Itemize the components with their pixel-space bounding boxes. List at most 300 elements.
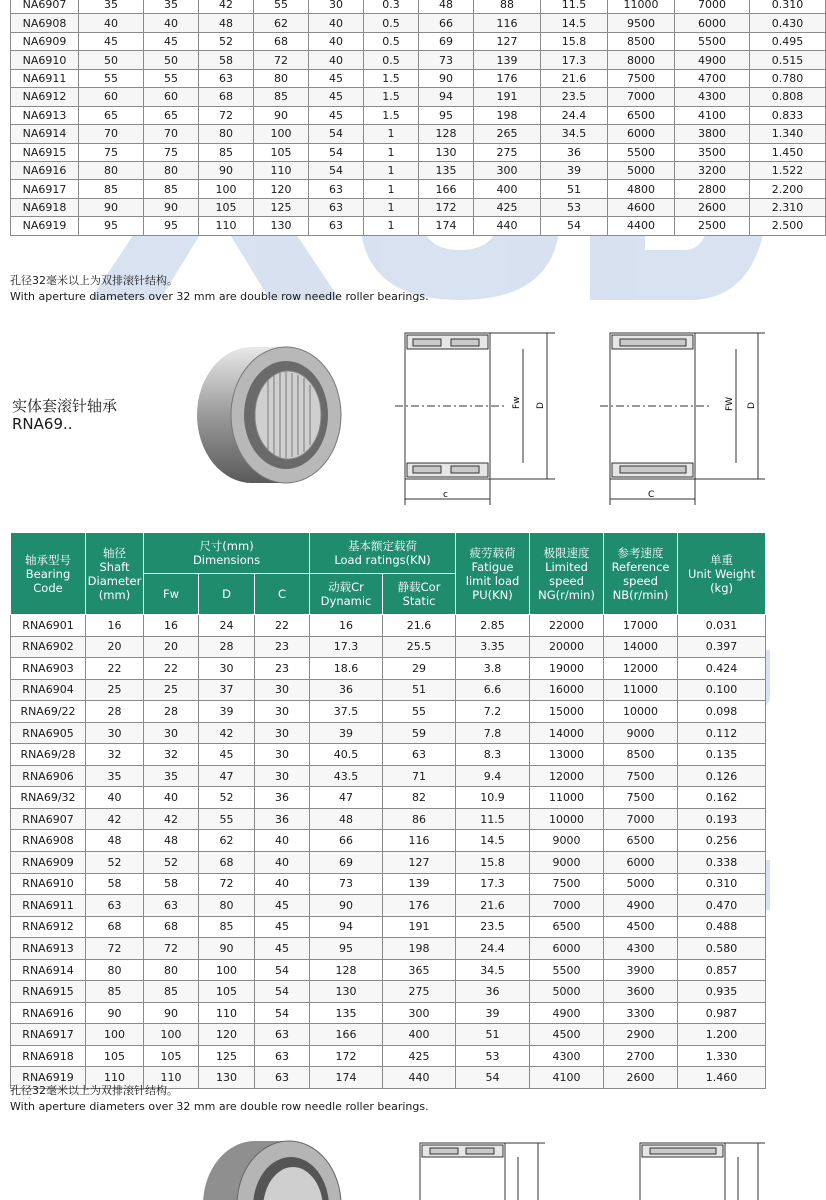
- note1-en: With aperture diameters over 32 mm are double row needle roller bearings.: [10, 290, 429, 303]
- col-limited-speed: 极限速度 Limited speed NG(r/min): [530, 533, 604, 615]
- na69-row: [11, 217, 826, 235]
- rna69-cell: 66: [310, 830, 383, 852]
- na69-cell: 8500: [608, 32, 675, 50]
- na69-cell: NA6918: [11, 198, 79, 216]
- na69-cell: 45: [309, 69, 364, 87]
- rna69-cell: 51: [383, 679, 456, 701]
- na69-cell: 54: [309, 161, 364, 179]
- rna69-cell: 63: [144, 895, 199, 917]
- rna69-cell: 37: [199, 679, 255, 701]
- na69-cell: 40: [144, 14, 199, 32]
- rna69-cell: 166: [310, 1024, 383, 1046]
- rna69-cell: 86: [383, 808, 456, 830]
- na69-cell: 400: [474, 180, 541, 198]
- na69-cell: 40: [309, 51, 364, 69]
- na69-cell: 2600: [675, 198, 750, 216]
- rna69-cell: 105: [199, 981, 255, 1003]
- rna69-cell: 48: [144, 830, 199, 852]
- na69-cell: 5000: [608, 161, 675, 179]
- dim-c-label: c: [443, 490, 448, 500]
- na69-row: [11, 32, 826, 50]
- rna69-cell: RNA6903: [11, 658, 86, 680]
- rna69-cell: 10.9: [456, 787, 530, 809]
- rna69-cell: 100: [199, 959, 255, 981]
- rna69-cell: 1.330: [678, 1045, 766, 1067]
- rna69-cell: 16: [310, 615, 383, 637]
- rna69-cell: 128: [310, 959, 383, 981]
- rna69-cell: 54: [255, 959, 310, 981]
- rna69-cell: 45: [255, 916, 310, 938]
- rna69-cell: 14000: [604, 636, 678, 658]
- rna69-cell: RNA69/28: [11, 744, 86, 766]
- na69-cell: 55: [144, 69, 199, 87]
- na69-cell: 275: [474, 143, 541, 161]
- na69-cell: 4300: [675, 88, 750, 106]
- rna69-cell: 30: [86, 722, 144, 744]
- rna69-table-header: [11, 533, 766, 615]
- col-load-ratings: 基本额定载荷 Load ratings(KN): [310, 533, 456, 574]
- rna69-cell: 400: [383, 1024, 456, 1046]
- rna69-cell: 0.112: [678, 722, 766, 744]
- rna69-cell: 4900: [604, 895, 678, 917]
- rna69-cell: 53: [456, 1045, 530, 1067]
- na69-cell: 70: [79, 125, 144, 143]
- rna69-row: [11, 916, 766, 938]
- rna69-cell: 1.460: [678, 1067, 766, 1089]
- dim-c2-label: C: [648, 490, 655, 500]
- na69-cell: 69: [419, 32, 474, 50]
- rna69-cell: 3.35: [456, 636, 530, 658]
- rna69-row: [11, 1045, 766, 1067]
- rna69-row: [11, 895, 766, 917]
- rna69-row: [11, 658, 766, 680]
- rna69-cell: 17.3: [310, 636, 383, 658]
- rna69-cell: 40: [255, 873, 310, 895]
- na69-cell: 125: [254, 198, 309, 216]
- rna69-cell: 9000: [604, 722, 678, 744]
- col-bearing-code: 轴承型号 Bearing Code: [11, 533, 86, 615]
- na69-cell: 90: [199, 161, 254, 179]
- rna69-cell: 120: [199, 1024, 255, 1046]
- na69-cell: NA6917: [11, 180, 79, 198]
- note2-en: With aperture diameters over 32 mm are double row needle roller bearings.: [10, 1100, 429, 1113]
- na69-cell: 53: [541, 198, 608, 216]
- rna69-cell: 95: [310, 938, 383, 960]
- na69-cell: 80: [79, 161, 144, 179]
- rna69-cell: 7.8: [456, 722, 530, 744]
- na69-cell: 2.310: [750, 198, 826, 216]
- rna69-cell: RNA6905: [11, 722, 86, 744]
- col-dimensions: 尺寸(mm) Dimensions: [144, 533, 310, 574]
- na69-cell: NA6911: [11, 69, 79, 87]
- rna69-cell: 47: [310, 787, 383, 809]
- na69-cell: 45: [144, 32, 199, 50]
- na69-cell: 21.6: [541, 69, 608, 87]
- rna69-cell: RNA6915: [11, 981, 86, 1003]
- rna69-cell: 85: [144, 981, 199, 1003]
- rna69-cell: 51: [456, 1024, 530, 1046]
- na69-cell: 120: [254, 180, 309, 198]
- rna69-table: [10, 532, 766, 1089]
- na69-cell: 3500: [675, 143, 750, 161]
- na69-cell: 65: [144, 106, 199, 124]
- rna69-cell: 3300: [604, 1002, 678, 1024]
- rna69-cell: 68: [199, 852, 255, 874]
- na69-cell: 88: [474, 0, 541, 14]
- rna69-cell: 22: [144, 658, 199, 680]
- rna69-cell: 15000: [530, 701, 604, 723]
- rna69-cell: 425: [383, 1045, 456, 1067]
- rna69-cell: 4300: [530, 1045, 604, 1067]
- rna69-cell: 90: [310, 895, 383, 917]
- rna69-cell: RNA6919: [11, 1067, 86, 1089]
- rna69-cell: 0.397: [678, 636, 766, 658]
- na69-cell: 90: [419, 69, 474, 87]
- rna69-cell: 63: [86, 895, 144, 917]
- rna69-row: [11, 787, 766, 809]
- rna69-cell: 6000: [530, 938, 604, 960]
- rna69-cell: 125: [199, 1045, 255, 1067]
- rna69-cell: RNA6912: [11, 916, 86, 938]
- rna69-cell: 0.256: [678, 830, 766, 852]
- na69-cell: 4100: [675, 106, 750, 124]
- na69-cell: 51: [541, 180, 608, 198]
- rna69-cell: 130: [199, 1067, 255, 1089]
- rna69-cell: 127: [383, 852, 456, 874]
- na69-cell: 35: [144, 0, 199, 14]
- col-unit-weight: 单重 Unit Weight (kg): [678, 533, 766, 615]
- bearing-section-diagram-2: [600, 325, 770, 510]
- rna69-cell: 440: [383, 1067, 456, 1089]
- na69-cell: 0.3: [364, 0, 419, 14]
- na69-cell: 3800: [675, 125, 750, 143]
- na69-cell: 34.5: [541, 125, 608, 143]
- rna69-cell: 6.6: [456, 679, 530, 701]
- rna69-cell: 4900: [530, 1002, 604, 1024]
- na69-cell: 5500: [675, 32, 750, 50]
- na69-cell: 40: [79, 14, 144, 32]
- rna69-cell: RNA6901: [11, 615, 86, 637]
- rna69-row: [11, 1002, 766, 1024]
- rna69-cell: RNA6913: [11, 938, 86, 960]
- rna69-cell: 10000: [530, 808, 604, 830]
- rna69-cell: 82: [383, 787, 456, 809]
- rna69-cell: 23: [255, 658, 310, 680]
- na69-row: [11, 180, 826, 198]
- na69-cell: 1.450: [750, 143, 826, 161]
- na69-cell: 40: [309, 32, 364, 50]
- na69-cell: 6000: [608, 125, 675, 143]
- rna69-cell: RNA6909: [11, 852, 86, 874]
- rna69-cell: 105: [86, 1045, 144, 1067]
- rna69-cell: 3600: [604, 981, 678, 1003]
- note1-cn: 孔径32毫米以上为双排滚针结构。: [10, 274, 178, 287]
- rna69-cell: 35: [144, 765, 199, 787]
- rna69-row: [11, 1024, 766, 1046]
- na69-cell: 35: [79, 0, 144, 14]
- na69-cell: 0.780: [750, 69, 826, 87]
- rna69-cell: 7500: [604, 787, 678, 809]
- na69-cell: 75: [144, 143, 199, 161]
- rna69-cell: 0.424: [678, 658, 766, 680]
- na69-cell: 128: [419, 125, 474, 143]
- rna69-cell: 54: [255, 981, 310, 1003]
- product2-title-cn: 实体套滚针轴承: [12, 397, 118, 415]
- rna69-cell: 0.470: [678, 895, 766, 917]
- na69-cell: NA6912: [11, 88, 79, 106]
- rna69-cell: 32: [144, 744, 199, 766]
- na69-cell: 60: [144, 88, 199, 106]
- na69-cell: 85: [79, 180, 144, 198]
- rna69-cell: 90: [144, 1002, 199, 1024]
- rna69-cell: 42: [86, 808, 144, 830]
- rna69-cell: 2.85: [456, 615, 530, 637]
- na69-cell: 45: [79, 32, 144, 50]
- rna69-cell: 34.5: [456, 959, 530, 981]
- rna69-cell: 4500: [530, 1024, 604, 1046]
- na69-row: [11, 51, 826, 69]
- na69-cell: 68: [254, 32, 309, 50]
- col-c: C: [255, 574, 310, 615]
- na69-table: [10, 0, 826, 236]
- na69-cell: 23.5: [541, 88, 608, 106]
- rna69-cell: 5000: [530, 981, 604, 1003]
- na69-cell: 45: [309, 106, 364, 124]
- na69-cell: 7000: [675, 0, 750, 14]
- na69-cell: 73: [419, 51, 474, 69]
- na69-cell: 139: [474, 51, 541, 69]
- rna69-cell: 25: [86, 679, 144, 701]
- rna69-cell: 80: [144, 959, 199, 981]
- na69-cell: 1: [364, 217, 419, 235]
- dim-fw-label: Fw: [512, 396, 522, 409]
- na69-row: [11, 14, 826, 32]
- na69-cell: 110: [199, 217, 254, 235]
- rna69-cell: 43.5: [310, 765, 383, 787]
- na69-cell: 72: [199, 106, 254, 124]
- na69-cell: NA6910: [11, 51, 79, 69]
- col-reference-speed: 参考速度 Reference speed NB(r/min): [604, 533, 678, 615]
- na69-cell: 4900: [675, 51, 750, 69]
- na69-cell: 0.5: [364, 51, 419, 69]
- rna69-cell: 63: [255, 1045, 310, 1067]
- rna69-cell: 45: [255, 938, 310, 960]
- na69-cell: 39: [541, 161, 608, 179]
- dim-d-label: D: [536, 402, 546, 409]
- na69-row: [11, 198, 826, 216]
- na69-cell: 2500: [675, 217, 750, 235]
- rna69-cell: 36: [255, 787, 310, 809]
- rna69-cell: 5000: [604, 873, 678, 895]
- na69-cell: 6000: [675, 14, 750, 32]
- rna69-cell: RNA69/32: [11, 787, 86, 809]
- na69-cell: 80: [254, 69, 309, 87]
- bearing-section-diagram-3: [410, 1135, 550, 1200]
- rna69-cell: RNA69/22: [11, 701, 86, 723]
- na69-cell: 8000: [608, 51, 675, 69]
- na69-cell: 116: [474, 14, 541, 32]
- col-static: 静载Cor Static: [383, 574, 456, 615]
- rna69-cell: 16000: [530, 679, 604, 701]
- rna69-cell: 0.857: [678, 959, 766, 981]
- rna69-row: [11, 959, 766, 981]
- na69-cell: 17.3: [541, 51, 608, 69]
- rna69-cell: 0.126: [678, 765, 766, 787]
- rna69-row: [11, 744, 766, 766]
- rna69-cell: 110: [144, 1067, 199, 1089]
- na69-cell: NA6914: [11, 125, 79, 143]
- rna69-cell: 17000: [604, 615, 678, 637]
- na69-cell: 4800: [608, 180, 675, 198]
- rna69-cell: 17.3: [456, 873, 530, 895]
- rna69-cell: RNA6902: [11, 636, 86, 658]
- rna69-cell: 130: [310, 981, 383, 1003]
- rna69-row: [11, 765, 766, 787]
- rna69-cell: 58: [86, 873, 144, 895]
- rna69-cell: 16: [86, 615, 144, 637]
- col-fatigue-limit: 疲劳载荷 Fatigue limit load PU(KN): [456, 533, 530, 615]
- rna69-cell: 1.200: [678, 1024, 766, 1046]
- rna69-cell: 30: [255, 701, 310, 723]
- rna69-cell: 22: [255, 615, 310, 637]
- rna69-cell: 9000: [530, 830, 604, 852]
- rna69-row: [11, 981, 766, 1003]
- rna69-cell: 90: [199, 938, 255, 960]
- rna69-cell: 198: [383, 938, 456, 960]
- na69-table-body: [11, 0, 826, 235]
- rna69-cell: 3.8: [456, 658, 530, 680]
- rna69-cell: 25: [144, 679, 199, 701]
- rna69-cell: 0.031: [678, 615, 766, 637]
- rna69-cell: 11000: [530, 787, 604, 809]
- na69-cell: 14.5: [541, 14, 608, 32]
- rna69-cell: RNA6916: [11, 1002, 86, 1024]
- rna69-cell: 5500: [530, 959, 604, 981]
- rna69-row: [11, 852, 766, 874]
- rna69-cell: 24: [199, 615, 255, 637]
- rna69-cell: 25.5: [383, 636, 456, 658]
- rna69-cell: 23: [255, 636, 310, 658]
- rna69-cell: 174: [310, 1067, 383, 1089]
- na69-cell: 95: [419, 106, 474, 124]
- na69-cell: 425: [474, 198, 541, 216]
- na69-cell: 5500: [608, 143, 675, 161]
- na69-cell: 58: [199, 51, 254, 69]
- rna69-cell: 6500: [530, 916, 604, 938]
- rna69-cell: 139: [383, 873, 456, 895]
- rna69-cell: 30: [255, 679, 310, 701]
- rna69-cell: 0.935: [678, 981, 766, 1003]
- rna69-cell: 13000: [530, 744, 604, 766]
- na69-cell: 42: [199, 0, 254, 14]
- rna69-cell: 191: [383, 916, 456, 938]
- rna69-cell: RNA6908: [11, 830, 86, 852]
- na69-cell: 85: [144, 180, 199, 198]
- rna69-cell: RNA6914: [11, 959, 86, 981]
- rna69-cell: 42: [144, 808, 199, 830]
- na69-cell: 85: [199, 143, 254, 161]
- rna69-cell: 15.8: [456, 852, 530, 874]
- rna69-cell: 58: [144, 873, 199, 895]
- na69-cell: 0.310: [750, 0, 826, 14]
- rna69-cell: 39: [456, 1002, 530, 1024]
- rna69-cell: 30: [255, 765, 310, 787]
- rna69-cell: 8.3: [456, 744, 530, 766]
- rna69-cell: RNA6906: [11, 765, 86, 787]
- na69-cell: 80: [144, 161, 199, 179]
- na69-cell: 0.430: [750, 14, 826, 32]
- na69-cell: 2.200: [750, 180, 826, 198]
- na69-cell: 1: [364, 161, 419, 179]
- na69-cell: 4700: [675, 69, 750, 87]
- rna69-cell: 90: [86, 1002, 144, 1024]
- na69-cell: 176: [474, 69, 541, 87]
- na69-cell: 40: [309, 14, 364, 32]
- na69-cell: 7000: [608, 88, 675, 106]
- rna69-row: [11, 615, 766, 637]
- na69-cell: NA6919: [11, 217, 79, 235]
- rna69-cell: 30: [144, 722, 199, 744]
- col-fw: Fw: [144, 574, 199, 615]
- rna69-cell: 72: [144, 938, 199, 960]
- rna69-cell: 0.310: [678, 873, 766, 895]
- na69-cell: 9500: [608, 14, 675, 32]
- rna69-cell: 11.5: [456, 808, 530, 830]
- rna69-cell: 20: [144, 636, 199, 658]
- na69-cell: 100: [199, 180, 254, 198]
- rna69-cell: 72: [199, 873, 255, 895]
- rna69-cell: 73: [310, 873, 383, 895]
- na69-cell: 55: [79, 69, 144, 87]
- rna69-cell: 85: [199, 916, 255, 938]
- rna69-cell: 0.580: [678, 938, 766, 960]
- na69-cell: 1.5: [364, 106, 419, 124]
- rna69-cell: 28: [86, 701, 144, 723]
- rna69-cell: 52: [144, 852, 199, 874]
- rna69-cell: 135: [310, 1002, 383, 1024]
- rna69-cell: 55: [199, 808, 255, 830]
- rna69-cell: 30: [199, 658, 255, 680]
- rna69-cell: 0.488: [678, 916, 766, 938]
- rna69-row: [11, 636, 766, 658]
- rna69-cell: 20: [86, 636, 144, 658]
- rna69-cell: 47: [199, 765, 255, 787]
- na69-cell: 65: [79, 106, 144, 124]
- rna69-cell: 4300: [604, 938, 678, 960]
- rna69-row: [11, 873, 766, 895]
- bearing-photo: [190, 340, 340, 490]
- rna69-cell: 48: [310, 808, 383, 830]
- rna69-cell: 172: [310, 1045, 383, 1067]
- rna69-cell: 300: [383, 1002, 456, 1024]
- rna69-cell: 68: [144, 916, 199, 938]
- rna69-cell: 71: [383, 765, 456, 787]
- rna69-cell: 54: [456, 1067, 530, 1089]
- rna69-cell: 80: [199, 895, 255, 917]
- rna69-cell: 11000: [604, 679, 678, 701]
- bearing-section-diagram-1: [395, 325, 575, 510]
- na69-cell: 0.5: [364, 14, 419, 32]
- rna69-cell: 39: [199, 701, 255, 723]
- rna69-cell: 21.6: [456, 895, 530, 917]
- rna69-cell: 30: [255, 744, 310, 766]
- rna69-row: [11, 938, 766, 960]
- rna69-cell: RNA6918: [11, 1045, 86, 1067]
- bearing-photo-2: [195, 1135, 345, 1200]
- col-d: D: [199, 574, 255, 615]
- rna69-cell: 52: [199, 787, 255, 809]
- rna69-cell: 2900: [604, 1024, 678, 1046]
